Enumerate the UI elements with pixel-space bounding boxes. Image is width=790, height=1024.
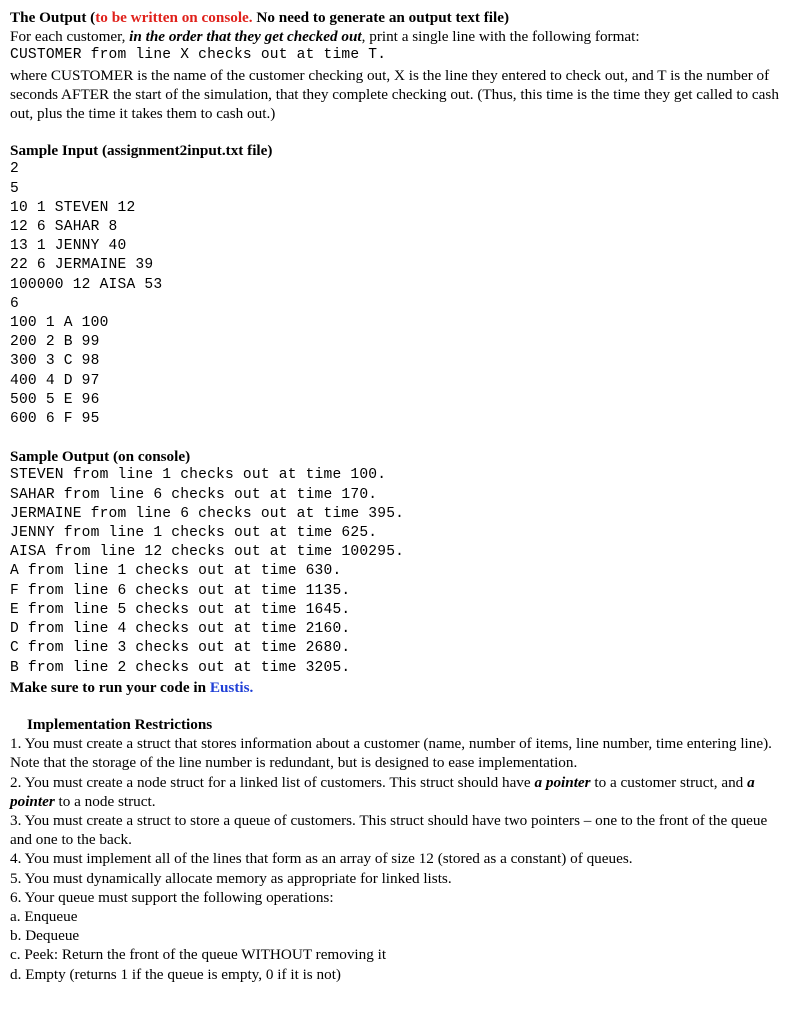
restriction-item-1: 1. You must create a struct that stores information about a customer (name, number of items, line number, time entering line). Note that the storage of the line number is redundant, but is designed to ease implementation. [10, 735, 772, 772]
eustis-link[interactable]: Eustis. [209, 678, 254, 696]
sample-output-line: AISA from line 12 checks out at time 100295. [10, 544, 405, 561]
sample-input-line: 12 6 SAHAR 8 [10, 219, 118, 236]
restriction-2-text-c: to a customer struct, and [590, 773, 748, 791]
sample-output-line: C from line 3 checks out at time 2680. [10, 640, 351, 657]
sample-input-line: 10 1 STEVEN 12 [10, 199, 136, 216]
restriction-2-text-a: 2. You must create a node struct for a linked list of customers. This struct should have [10, 773, 535, 791]
output-p1-text-a: For each customer, [10, 28, 130, 46]
restriction-2-emphasis-1: a pointer [534, 773, 591, 791]
restriction-2-emphasis-2: a pointer [10, 773, 755, 810]
sample-input-line: 600 6 F 95 [10, 411, 100, 428]
eustis-note-text: Make sure to run your code in [10, 678, 210, 696]
restriction-item-6: 6. Your queue must support the following operations: [10, 888, 334, 906]
document-page [10, 8, 780, 984]
sample-output-line: B from line 2 checks out at time 3205. [10, 659, 351, 676]
sample-output-heading: Sample Output (on console) [10, 448, 191, 466]
restriction-item-5: 5. You must dynamically allocate memory as appropriate for linked lists. [10, 869, 452, 887]
queue-operation: a. Enqueue [10, 907, 78, 925]
sample-input-line: 400 4 D 97 [10, 372, 100, 389]
restriction-item-2 [10, 773, 780, 811]
sample-output-line: JENNY from line 1 checks out at time 625. [10, 525, 378, 542]
sample-output-line: JERMAINE from line 6 checks out at time 395. [10, 505, 405, 522]
output-heading-prefix: The Output ( [10, 9, 96, 26]
output-format-line: CUSTOMER from line X checks out at time T. [10, 47, 387, 64]
restriction-item-4: 4. You must implement all of the lines that form as an array of size 12 (stored as a constant) of queues. [10, 850, 633, 868]
sample-input-line: 300 3 C 98 [10, 353, 100, 370]
output-heading-red: to be written on console. [95, 9, 253, 26]
sample-output-line: D from line 4 checks out at time 2160. [10, 621, 351, 638]
sample-input-line: 5 [10, 180, 19, 197]
sample-output-line: A from line 1 checks out at time 630. [10, 563, 342, 580]
restriction-2-text-e: to a node struct. [54, 792, 156, 810]
output-p1-text-c: , print a single line with the following format: [361, 28, 640, 46]
sample-input-block [10, 160, 780, 429]
queue-operation: b. Dequeue [10, 927, 80, 945]
sample-input-line: 2 [10, 161, 19, 178]
output-paragraph-1 [10, 27, 780, 46]
sample-output-block [10, 466, 780, 677]
sample-input-line: 100 1 A 100 [10, 315, 109, 332]
sample-output-line: SAHAR from line 6 checks out at time 170. [10, 486, 378, 503]
queue-operation: c. Peek: Return the front of the queue WITHOUT removing it [10, 946, 387, 964]
sample-output-line: E from line 5 checks out at time 1645. [10, 601, 351, 618]
sample-input-line: 13 1 JENNY 40 [10, 238, 127, 255]
queue-operation: d. Empty (returns 1 if the queue is empty, 0 if it is not) [10, 965, 341, 983]
sample-input-line: 500 5 E 96 [10, 391, 100, 408]
sample-input-line: 200 2 B 99 [10, 334, 100, 351]
output-p1-emphasis: in the order that they get checked out [129, 28, 362, 46]
output-heading [10, 8, 780, 27]
output-paragraph-2: where CUSTOMER is the name of the customer checking out, X is the line they entered to check out, and T is the number of seconds AFTER the start of the simulation, that they complete checking out. (Thus, this time is the time they get called to cash out, plus the time it takes them to cash out.) [10, 66, 779, 123]
sample-input-heading: Sample Input (assignment2input.txt file) [10, 142, 273, 160]
output-heading-suffix: No need to generate an output text file) [252, 9, 510, 26]
sample-output-line: F from line 6 checks out at time 1135. [10, 582, 351, 599]
restriction-item-3: 3. You must create a struct to store a queue of customers. This struct should have two pointers – one to the front of the queue and one to the back. [10, 811, 768, 849]
restrictions-heading: Implementation Restrictions [27, 715, 213, 733]
eustis-note [10, 678, 780, 697]
sample-input-line: 100000 12 AISA 53 [10, 276, 163, 293]
sample-output-line: STEVEN from line 1 checks out at time 100. [10, 467, 387, 484]
sample-input-line: 6 [10, 295, 19, 312]
sample-input-line: 22 6 JERMAINE 39 [10, 257, 154, 274]
